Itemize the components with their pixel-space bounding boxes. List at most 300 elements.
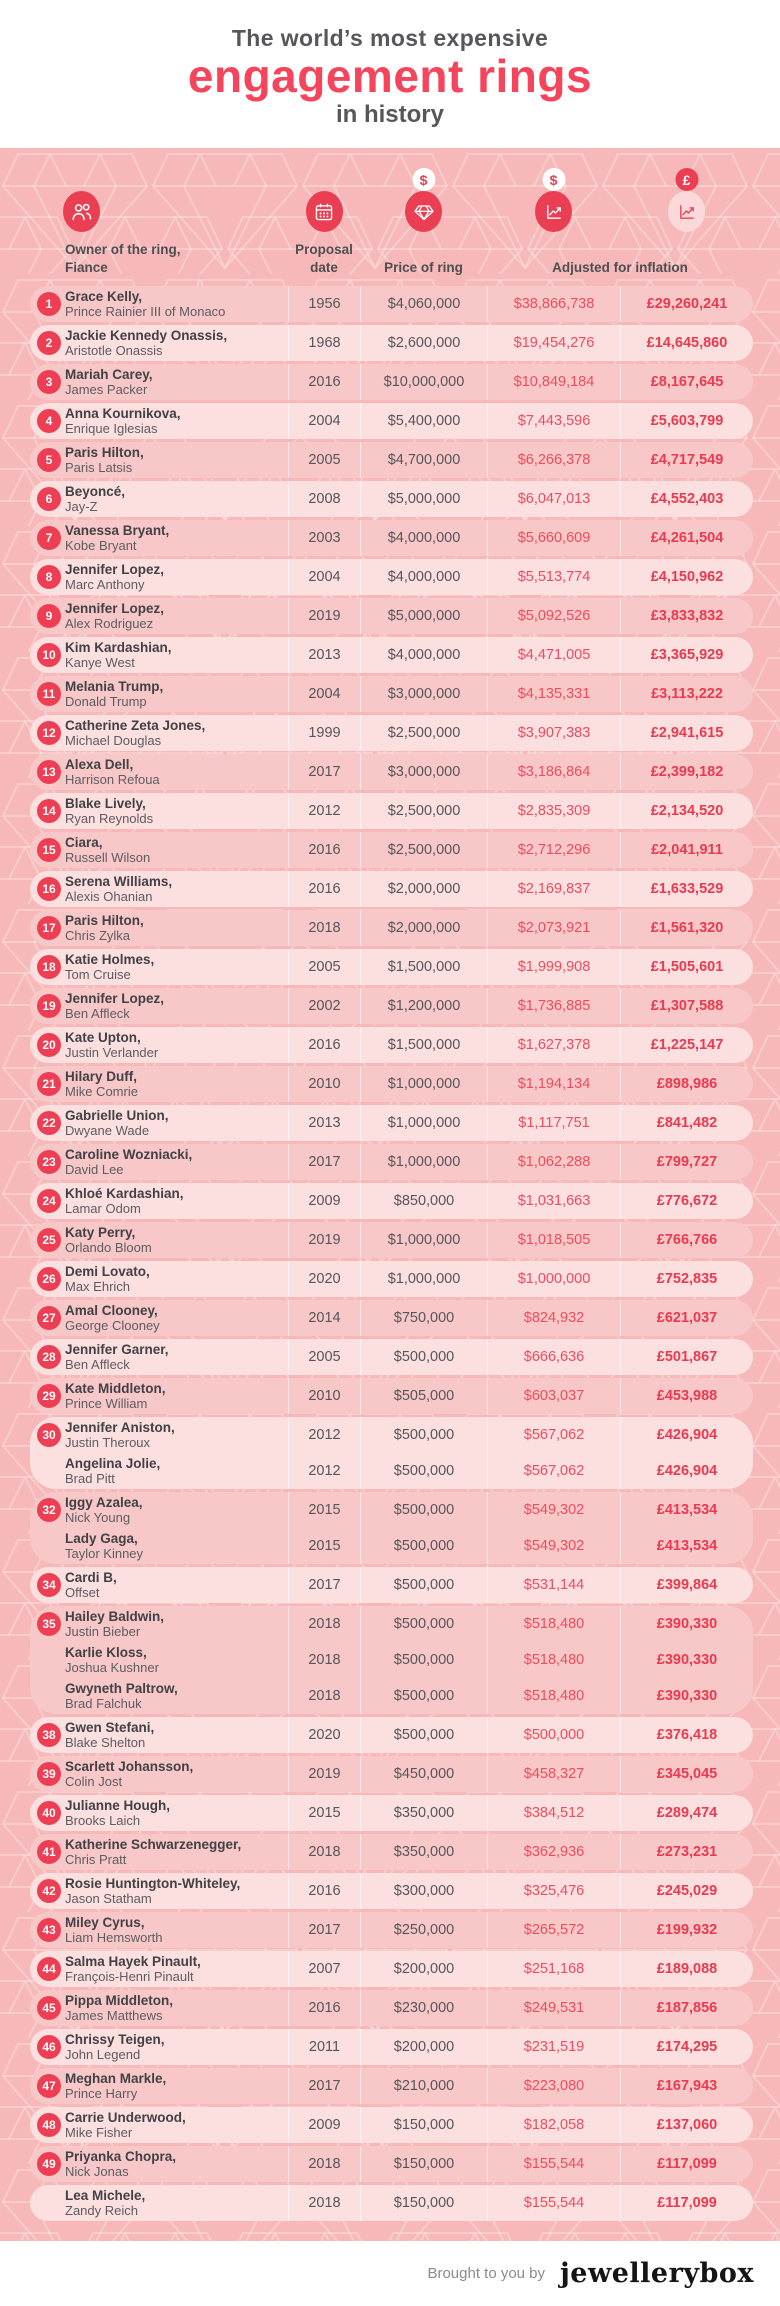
table-row: [30, 1567, 753, 1603]
fiance-name: Tom Cruise: [65, 966, 131, 982]
inflation-gbp-value: £376,418: [620, 1717, 753, 1753]
proposal-year: 2013: [288, 1105, 360, 1141]
table-row: [30, 1912, 753, 1948]
ring-price: $850,000: [360, 1183, 487, 1219]
ring-price: $150,000: [360, 2146, 487, 2182]
proposal-year: 2004: [288, 559, 360, 595]
inflation-usd-value: $1,000,000: [487, 1261, 620, 1297]
rank-badge: 30: [37, 1423, 61, 1447]
column-header-price: Price of ring: [384, 259, 463, 275]
inflation-gbp-value: £117,099: [620, 2185, 753, 2221]
proposal-year: 2019: [288, 1756, 360, 1792]
table-row: [30, 754, 753, 790]
proposal-year: 2018: [288, 1642, 360, 1678]
rank-badge: 7: [37, 526, 61, 550]
fiance-name: Kanye West: [65, 654, 135, 670]
table-row: [30, 325, 753, 361]
inflation-gbp-value: £413,534: [620, 1528, 753, 1564]
table-row: [30, 403, 753, 439]
inflation-gbp-value: £799,727: [620, 1144, 753, 1180]
fiance-name: Russell Wilson: [65, 849, 151, 865]
inflation-usd-value: $38,866,738: [487, 286, 620, 322]
owner-name: Kate Upton,: [65, 1029, 141, 1045]
inflation-usd-value: $325,476: [487, 1873, 620, 1909]
owner-name: Gwyneth Paltrow,: [65, 1680, 178, 1696]
rank-badge: 41: [37, 1840, 61, 1864]
owner-name: Katy Perry,: [65, 1224, 136, 1240]
ring-price: $1,000,000: [360, 1222, 487, 1258]
rank-badge: 11: [37, 682, 61, 706]
proposal-year: 2016: [288, 1873, 360, 1909]
ring-price: $750,000: [360, 1300, 487, 1336]
owner-name: Chrissy Teigen,: [65, 2031, 165, 2047]
table-row: [30, 1834, 753, 1870]
rank-badge: 23: [37, 1150, 61, 1174]
ring-price: $500,000: [360, 1678, 487, 1714]
table-row: [30, 1183, 753, 1219]
fiance-name: Aristotle Onassis: [65, 342, 163, 358]
table-row: [30, 2029, 753, 2065]
inflation-usd-value: $1,627,378: [487, 1027, 620, 1063]
fiance-name: David Lee: [65, 1161, 124, 1177]
ring-price: $450,000: [360, 1756, 487, 1792]
inflation-usd-value: $3,907,383: [487, 715, 620, 751]
inflation-usd-value: $182,058: [487, 2107, 620, 2143]
owner-name: Jennifer Aniston,: [65, 1419, 175, 1435]
table-row: [30, 1990, 753, 2026]
proposal-year: 2015: [288, 1492, 360, 1528]
inflation-gbp-value: £245,029: [620, 1873, 753, 1909]
table-row: [30, 949, 753, 985]
ring-price: $210,000: [360, 2068, 487, 2104]
table-row: [30, 2107, 753, 2143]
rank-badge: 6: [37, 487, 61, 511]
ring-price: $2,000,000: [360, 871, 487, 907]
table-row: [30, 1756, 753, 1792]
owner-name: Carrie Underwood,: [65, 2109, 186, 2125]
fiance-name: Liam Hemsworth: [65, 1929, 163, 1945]
rank-badge: 17: [37, 916, 61, 940]
proposal-year: 2018: [288, 2185, 360, 2221]
rank-badge: 21: [37, 1072, 61, 1096]
rank-badge: 46: [37, 2035, 61, 2059]
inflation-usd-value: $384,512: [487, 1795, 620, 1831]
proposal-year: 2017: [288, 2068, 360, 2104]
ring-price: $4,000,000: [360, 637, 487, 673]
rank-badge: 9: [37, 604, 61, 628]
fiance-name: Enrique Iglesias: [65, 420, 158, 436]
pound-badge: £: [675, 168, 698, 191]
fiance-name: Taylor Kinney: [65, 1545, 144, 1561]
inflation-usd-value: $4,471,005: [487, 637, 620, 673]
ring-price: $200,000: [360, 2029, 487, 2065]
owner-name: Scarlett Johansson,: [65, 1758, 194, 1774]
inflation-usd-value: $1,031,663: [487, 1183, 620, 1219]
table-row: [30, 910, 753, 946]
fiance-name: Jay-Z: [65, 498, 98, 514]
owner-name: Karlie Kloss,: [65, 1644, 147, 1660]
inflation-gbp-value: £14,645,860: [620, 325, 753, 361]
inflation-gbp-value: £5,603,799: [620, 403, 753, 439]
ring-price: $2,500,000: [360, 715, 487, 751]
proposal-year: 2010: [288, 1378, 360, 1414]
inflation-usd-value: $6,266,378: [487, 442, 620, 478]
fiance-name: Jason Statham: [65, 1890, 152, 1906]
rank-badge: 35: [37, 1612, 61, 1636]
ring-price: $1,000,000: [360, 1066, 487, 1102]
rank-badge: 18: [37, 955, 61, 979]
inflation-gbp-value: £3,365,929: [620, 637, 753, 673]
rank-badge: 8: [37, 565, 61, 589]
column-header-proposal-date: Proposal date: [295, 242, 353, 275]
owner-name: Katie Holmes,: [65, 951, 155, 967]
ring-price: $2,500,000: [360, 793, 487, 829]
chart-up-icon: [535, 191, 572, 232]
inflation-gbp-value: £390,330: [620, 1606, 753, 1642]
inflation-usd-value: $567,062: [487, 1417, 620, 1453]
rank-badge: 48: [37, 2113, 61, 2137]
rank-badge: 45: [37, 1996, 61, 2020]
table-row: [30, 1144, 753, 1180]
fiance-name: Ben Affleck: [65, 1005, 130, 1021]
ring-price: $500,000: [360, 1492, 487, 1528]
fiance-name: Harrison Refoua: [65, 771, 160, 787]
owner-name: Catherine Zeta Jones,: [65, 717, 206, 733]
inflation-gbp-value: £167,943: [620, 2068, 753, 2104]
table-row: [30, 2146, 753, 2182]
proposal-year: 2019: [288, 598, 360, 634]
ring-price: $150,000: [360, 2107, 487, 2143]
ring-price: $4,000,000: [360, 520, 487, 556]
fiance-name: Marc Anthony: [65, 576, 145, 592]
owner-name: Angelina Jolie,: [65, 1455, 161, 1471]
credit-text: Brought to you by: [427, 2265, 546, 2283]
rank-badge: 39: [37, 1762, 61, 1786]
proposal-year: 2012: [288, 793, 360, 829]
inflation-usd-value: $1,062,288: [487, 1144, 620, 1180]
fiance-name: Nick Young: [65, 1509, 131, 1525]
rank-badge: 1: [37, 292, 61, 316]
inflation-usd-value: $824,932: [487, 1300, 620, 1336]
rank-badge: 29: [37, 1384, 61, 1408]
inflation-gbp-value: £289,474: [620, 1795, 753, 1831]
ring-price: $505,000: [360, 1378, 487, 1414]
proposal-year: 2017: [288, 1912, 360, 1948]
inflation-gbp-value: £766,766: [620, 1222, 753, 1258]
table-row: [30, 2068, 753, 2104]
table-row: [30, 2185, 753, 2221]
inflation-usd-value: $7,443,596: [487, 403, 620, 439]
table-row: [30, 442, 753, 478]
proposal-year: 2018: [288, 2146, 360, 2182]
inflation-usd-value: $549,302: [487, 1528, 620, 1564]
owner-name: Julianne Hough,: [65, 1797, 171, 1813]
rank-badge: 20: [37, 1033, 61, 1057]
owner-name: Miley Cyrus,: [65, 1914, 145, 1930]
inflation-usd-value: $567,062: [487, 1453, 620, 1489]
rank-badge: 47: [37, 2074, 61, 2098]
rank-badge: 19: [37, 994, 61, 1018]
inflation-usd-value: $500,000: [487, 1717, 620, 1753]
proposal-year: 2005: [288, 442, 360, 478]
column-header-inflation: Adjusted for inflation: [552, 259, 688, 275]
inflation-gbp-value: £1,505,601: [620, 949, 753, 985]
table-row: [30, 1528, 753, 1564]
table-row: [30, 364, 753, 400]
rank-badge: 24: [37, 1189, 61, 1213]
inflation-gbp-value: £1,561,320: [620, 910, 753, 946]
fiance-name: Zandy Reich: [65, 2202, 138, 2218]
owner-name: Demi Lovato,: [65, 1263, 150, 1279]
ring-price: $5,400,000: [360, 403, 487, 439]
fiance-name: Colin Jost: [65, 1773, 123, 1789]
ring-price: $5,000,000: [360, 598, 487, 634]
ring-price: $4,000,000: [360, 559, 487, 595]
proposal-year: 2016: [288, 364, 360, 400]
fiance-name: Brad Pitt: [65, 1470, 115, 1486]
table-rows: [0, 286, 780, 2221]
inflation-gbp-value: £3,113,222: [620, 676, 753, 712]
fiance-name: Ben Affleck: [65, 1356, 130, 1372]
fiance-name: Mike Comrie: [65, 1083, 138, 1099]
proposal-year: 2016: [288, 832, 360, 868]
inflation-usd-value: $251,168: [487, 1951, 620, 1987]
fiance-name: Michael Douglas: [65, 732, 162, 748]
ring-price: $350,000: [360, 1795, 487, 1831]
inflation-usd-value: $4,135,331: [487, 676, 620, 712]
ring-price: $150,000: [360, 2185, 487, 2221]
fiance-name: Prince Harry: [65, 2085, 138, 2101]
inflation-gbp-value: £413,534: [620, 1492, 753, 1528]
fiance-name: Mike Fisher: [65, 2124, 133, 2140]
proposal-year: 2004: [288, 676, 360, 712]
ring-price: $4,700,000: [360, 442, 487, 478]
fiance-name: Brad Falchuk: [65, 1695, 142, 1711]
table-row: [30, 871, 753, 907]
table-row: [30, 1453, 753, 1489]
proposal-year: 1999: [288, 715, 360, 751]
fiance-name: George Clooney: [65, 1317, 160, 1333]
inflation-usd-value: $6,047,013: [487, 481, 620, 517]
fiance-name: Joshua Kushner: [65, 1659, 159, 1675]
table-row: [30, 1951, 753, 1987]
table-row: [30, 481, 753, 517]
inflation-gbp-value: £199,932: [620, 1912, 753, 1948]
owner-name: Lea Michele,: [65, 2187, 146, 2203]
owner-name: Alexa Dell,: [65, 756, 134, 772]
owner-name: Jennifer Lopez,: [65, 600, 165, 616]
owner-name: Gabrielle Union,: [65, 1107, 169, 1123]
owner-people-icon: [63, 191, 100, 232]
proposal-year: 2014: [288, 1300, 360, 1336]
ring-price: $500,000: [360, 1339, 487, 1375]
table-row: [30, 286, 753, 322]
inflation-gbp-value: £345,045: [620, 1756, 753, 1792]
jewellerybox-logo: jewellerybox: [560, 2258, 754, 2290]
proposal-year: 2004: [288, 403, 360, 439]
inflation-gbp-value: £752,835: [620, 1261, 753, 1297]
rank-badge: 27: [37, 1306, 61, 1330]
fiance-name: Lamar Odom: [65, 1200, 141, 1216]
table-row: [30, 1222, 753, 1258]
inflation-gbp-value: £3,833,832: [620, 598, 753, 634]
rank-badge: 14: [37, 799, 61, 823]
inflation-gbp-value: £8,167,645: [620, 364, 753, 400]
table-row: [30, 1417, 753, 1453]
inflation-usd-value: $518,480: [487, 1678, 620, 1714]
inflation-gbp-value: £4,717,549: [620, 442, 753, 478]
table-row: [30, 1678, 753, 1714]
proposal-year: 2015: [288, 1795, 360, 1831]
inflation-usd-value: $458,327: [487, 1756, 620, 1792]
table-row: [30, 1300, 753, 1336]
owner-name: Rosie Huntington-Whiteley,: [65, 1875, 241, 1891]
owner-name: Paris Hilton,: [65, 912, 144, 928]
table-row: [30, 793, 753, 829]
owner-name: Lady Gaga,: [65, 1530, 138, 1546]
proposal-year: 2018: [288, 1606, 360, 1642]
inflation-usd-value: $265,572: [487, 1912, 620, 1948]
owner-name: Jackie Kennedy Onassis,: [65, 327, 228, 343]
rank-badge: 22: [37, 1111, 61, 1135]
ring-price: $4,060,000: [360, 286, 487, 322]
table-row: [30, 1795, 753, 1831]
proposal-year: 2009: [288, 1183, 360, 1219]
ring-price: $250,000: [360, 1912, 487, 1948]
table-row: [30, 559, 753, 595]
calendar-icon: [306, 191, 343, 232]
title-line-2: engagement rings: [187, 50, 593, 102]
proposal-year: 2020: [288, 1717, 360, 1753]
owner-name: Pippa Middleton,: [65, 1992, 173, 2008]
owner-name: Grace Kelly,: [65, 288, 143, 304]
ring-price: $500,000: [360, 1717, 487, 1753]
proposal-year: 2018: [288, 910, 360, 946]
inflation-gbp-value: £426,904: [620, 1417, 753, 1453]
inflation-usd-value: $518,480: [487, 1642, 620, 1678]
ring-price: $5,000,000: [360, 481, 487, 517]
table-header: [0, 166, 780, 276]
inflation-gbp-value: £1,633,529: [620, 871, 753, 907]
table-row: [30, 1027, 753, 1063]
inflation-gbp-value: £390,330: [620, 1678, 753, 1714]
inflation-usd-value: $155,544: [487, 2185, 620, 2221]
proposal-year: 2012: [288, 1453, 360, 1489]
inflation-gbp-value: £390,330: [620, 1642, 753, 1678]
ring-price: $1,000,000: [360, 1261, 487, 1297]
proposal-year: 2003: [288, 520, 360, 556]
inflation-gbp-value: £273,231: [620, 1834, 753, 1870]
fiance-name: Ryan Reynolds: [65, 810, 154, 826]
ring-price: $1,000,000: [360, 1144, 487, 1180]
proposal-year: 2012: [288, 1417, 360, 1453]
proposal-year: 2020: [288, 1261, 360, 1297]
inflation-gbp-value: £2,134,520: [620, 793, 753, 829]
proposal-year: 2016: [288, 1990, 360, 2026]
table-row: [30, 637, 753, 673]
proposal-year: 2009: [288, 2107, 360, 2143]
fiance-name: James Matthews: [65, 2007, 163, 2023]
rank-badge: 3: [37, 370, 61, 394]
fiance-name: Kobe Bryant: [65, 537, 137, 553]
inflation-gbp-value: £399,864: [620, 1567, 753, 1603]
ring-price: $500,000: [360, 1417, 487, 1453]
fiance-name: Blake Shelton: [65, 1734, 146, 1750]
dollar-badge: $: [542, 168, 565, 191]
proposal-year: 2018: [288, 1678, 360, 1714]
fiance-name: James Packer: [65, 381, 148, 397]
owner-name: Vanessa Bryant,: [65, 522, 170, 538]
fiance-name: Nick Jonas: [65, 2163, 129, 2179]
proposal-year: 2016: [288, 1027, 360, 1063]
inflation-usd-value: $19,454,276: [487, 325, 620, 361]
diamond-icon: [405, 191, 442, 232]
inflation-usd-value: $5,660,609: [487, 520, 620, 556]
inflation-usd-value: $223,080: [487, 2068, 620, 2104]
rank-badge: 15: [37, 838, 61, 862]
title-line-3: in history: [335, 100, 444, 128]
rank-badge: 49: [37, 2152, 61, 2176]
ring-price: $1,200,000: [360, 988, 487, 1024]
rank-badge: 4: [37, 409, 61, 433]
ring-price: $500,000: [360, 1567, 487, 1603]
owner-name: Kim Kardashian,: [65, 639, 172, 655]
proposal-year: 2007: [288, 1951, 360, 1987]
inflation-usd-value: $2,712,296: [487, 832, 620, 868]
inflation-usd-value: $10,849,184: [487, 364, 620, 400]
table-row: [30, 832, 753, 868]
ring-price: $3,000,000: [360, 754, 487, 790]
proposal-year: 2018: [288, 1834, 360, 1870]
proposal-year: 2005: [288, 1339, 360, 1375]
fiance-name: Alex Rodriguez: [65, 615, 154, 631]
fiance-name: John Legend: [65, 2046, 141, 2062]
table-row: [30, 1606, 753, 1642]
owner-name: Serena Williams,: [65, 873, 173, 889]
ring-price: $200,000: [360, 1951, 487, 1987]
inflation-gbp-value: £4,150,962: [620, 559, 753, 595]
inflation-gbp-value: £2,399,182: [620, 754, 753, 790]
proposal-year: 2010: [288, 1066, 360, 1102]
inflation-gbp-value: £4,261,504: [620, 520, 753, 556]
table-row: [30, 520, 753, 556]
ring-price: $300,000: [360, 1873, 487, 1909]
footer: [0, 2241, 780, 2306]
inflation-gbp-value: £117,099: [620, 2146, 753, 2182]
rank-badge: 12: [37, 721, 61, 745]
ring-price: $3,000,000: [360, 676, 487, 712]
inflation-usd-value: $249,531: [487, 1990, 620, 2026]
inflation-usd-value: $2,169,837: [487, 871, 620, 907]
table-row: [30, 1378, 753, 1414]
owner-name: Gwen Stefani,: [65, 1719, 155, 1735]
ring-price: $230,000: [360, 1990, 487, 2026]
table-row: [30, 1642, 753, 1678]
inflation-gbp-value: £4,552,403: [620, 481, 753, 517]
fiance-name: Brooks Laich: [65, 1812, 141, 1828]
table-row: [30, 1717, 753, 1753]
proposal-year: 2013: [288, 637, 360, 673]
fiance-name: Prince Rainier III of Monaco: [65, 303, 226, 319]
inflation-gbp-value: £189,088: [620, 1951, 753, 1987]
owner-name: Hilary Duff,: [65, 1068, 138, 1084]
inflation-usd-value: $1,194,134: [487, 1066, 620, 1102]
owner-name: Beyoncé,: [65, 483, 126, 499]
inflation-gbp-value: £1,307,588: [620, 988, 753, 1024]
inflation-gbp-value: £426,904: [620, 1453, 753, 1489]
owner-name: Priyanka Chopra,: [65, 2148, 177, 2164]
ring-price: $1,000,000: [360, 1105, 487, 1141]
